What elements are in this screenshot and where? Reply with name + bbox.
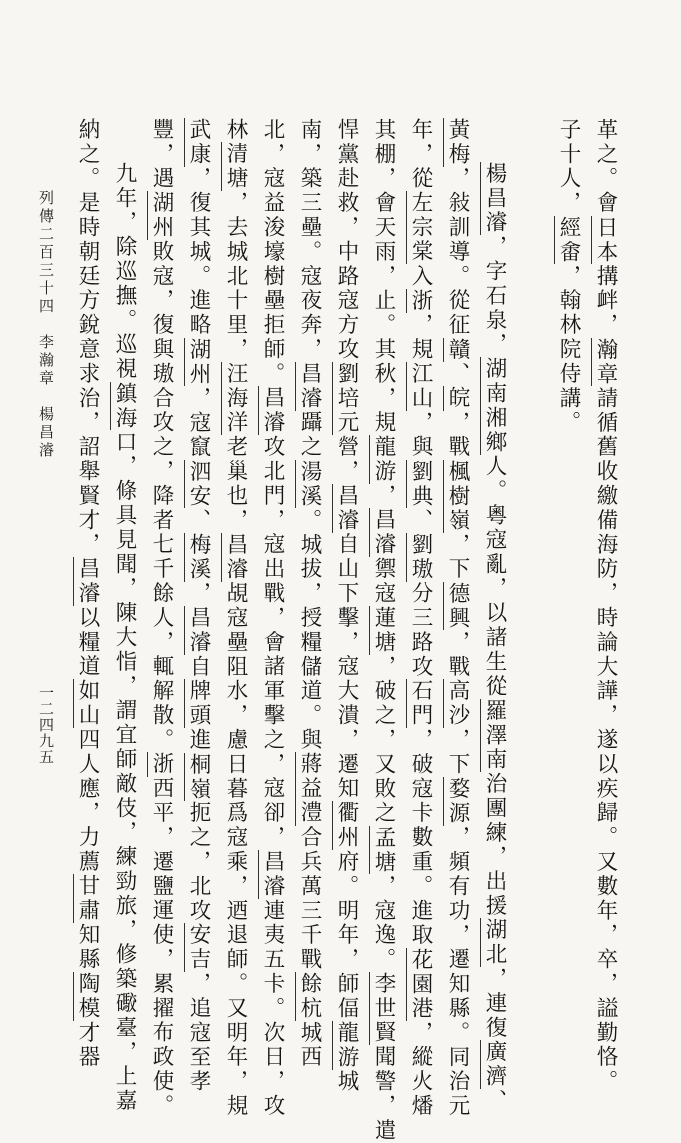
proper-name: 泗安 xyxy=(186,459,211,509)
proper-name: 昌濬 xyxy=(223,532,248,582)
proper-name: 湖南 xyxy=(482,357,507,407)
proper-name: 安吉 xyxy=(186,923,211,973)
proper-name: 婺源 xyxy=(445,776,470,826)
proper-name: 楓樹嶺 xyxy=(445,459,470,533)
text-column-8: 悍黨赴救，中路寇方攻劉培元營，昌濬自山下擊，寇大潰，遷知衢州府。明年，師偪龍游城 xyxy=(334,118,359,1095)
proper-name: 李世賢 xyxy=(371,972,396,1046)
proper-name: 昌濬 xyxy=(297,362,322,411)
proper-name: 羅澤南 xyxy=(482,698,507,773)
proper-name: 楊昌濬 xyxy=(482,162,507,236)
proper-name: 蔣益澧 xyxy=(297,752,322,826)
proper-name: 清塘 xyxy=(223,142,248,192)
running-head: 列傳二百三十四 李瀚章 楊昌濬 xyxy=(37,190,55,460)
proper-name: 劉璈 xyxy=(408,532,433,582)
proper-name: 梅溪 xyxy=(186,532,211,582)
proper-name: 高沙 xyxy=(445,679,470,729)
proper-name: 皖 xyxy=(445,386,470,411)
proper-name: 衢州 xyxy=(334,801,359,851)
proper-name: 孟塘 xyxy=(371,825,396,875)
proper-name: 牌頭 xyxy=(186,679,211,729)
text-column-11: 林清塘，去城北十里，汪海洋老巢也，昌濬覘寇壘阻水，慮日暮爲寇乘，迺退師。又明年，規 xyxy=(223,118,248,1119)
proper-name: 石門 xyxy=(408,679,433,729)
page-number: 一二四九五 xyxy=(37,685,55,765)
proper-name: 湯溪 xyxy=(297,459,322,509)
proper-name: 桐嶺 xyxy=(186,752,211,802)
proper-name: 昌濬 xyxy=(334,484,359,533)
text-column-1: 革之。會日本搆衅，瀚章請循舊收繳備海防，時論大譁，遂以疾歸。又數年，卒，謚勤恪。 xyxy=(593,118,618,1095)
text-column-13: 豐，遇湖州敗寇，復與璈合攻之，降者七千餘人，輒解散。浙西平，遷鹽運使，累擢布政使。 xyxy=(149,118,174,1119)
proper-name: 江山 xyxy=(408,362,433,411)
proper-name: 餘杭 xyxy=(297,972,322,1021)
text-column-10: 北，寇益浚壕樹壘拒師。昌濬攻北門，寇出戰，會諸軍擊之，寇卻，昌濬連夷五卡。次日，攻 xyxy=(260,118,285,1119)
proper-name: 德興 xyxy=(445,581,470,631)
proper-name: 陶模 xyxy=(75,972,100,1021)
proper-name: 昌濬 xyxy=(186,606,211,655)
proper-name: 湘鄉 xyxy=(482,406,507,455)
proper-name: 經畬 xyxy=(556,215,581,265)
proper-name: 昌濬 xyxy=(371,508,396,558)
text-column-12: 武康，復其城。進略湖州，寇竄泗安、梅溪，昌濬自牌頭進桐嶺扼之，北攻安吉，追寇至孝 xyxy=(186,118,211,1095)
proper-name: 蓮塘 xyxy=(371,606,396,655)
proper-name: 黃梅 xyxy=(445,118,470,167)
proper-name: 昌濬 xyxy=(75,557,100,607)
proper-name: 昌濬 xyxy=(260,850,285,899)
proper-name: 浙 xyxy=(149,752,174,777)
proper-name: 龍游 xyxy=(334,1020,359,1070)
proper-name: 武康 xyxy=(186,118,211,167)
text-column-4: 楊昌濬，字石泉，湖南湘鄉人。粵寇亂，以諸生從羅澤南治團練，出援湖北，連復廣濟、 xyxy=(482,162,507,1114)
proper-name: 昌濬 xyxy=(260,386,285,436)
proper-name: 廣濟 xyxy=(482,1040,507,1090)
proper-name: 瀚章 xyxy=(593,337,618,387)
proper-name: 左宗棠 xyxy=(408,191,433,265)
proper-name: 鎮海 xyxy=(112,381,137,431)
text-column-2: 子十人，經畬，翰林院侍講。 xyxy=(556,118,581,436)
proper-name: 劉培元 xyxy=(334,362,359,436)
proper-name: 劉典 xyxy=(408,459,433,509)
text-column-7: 其棚，會天雨，止。其秋，規龍游，昌濬禦寇蓮塘，破之，又敗之孟塘，寇逸。李世賢聞警，遣 xyxy=(371,118,396,1143)
proper-name: 花園港 xyxy=(408,947,433,1021)
text-column-15: 納之。是時朝廷方銳意求治，詔舉賢才，昌濬以糧道如山四人應，力薦甘肅知縣陶模才器 xyxy=(75,118,100,1070)
proper-name: 贛 xyxy=(445,337,470,363)
proper-name: 甘肅 xyxy=(75,874,100,924)
proper-name: 汪海洋 xyxy=(223,362,248,436)
proper-name: 湖北 xyxy=(482,918,507,968)
text-column-14: 九年，除巡撫。巡視鎮海口，條具見聞，陳大恉，謂宜師敵伎，練勁旅，修築礮臺，上嘉 xyxy=(112,162,137,1114)
proper-name: 日本 xyxy=(593,215,618,265)
text-column-6: 年，從左宗棠入浙，規江山，與劉典、劉璈分三路攻石門，破寇卡數重。進取花園港，縱火燔 xyxy=(408,118,433,1119)
proper-name: 浙 xyxy=(408,288,433,314)
proper-name: 龍游 xyxy=(371,435,396,485)
proper-name: 湖州 xyxy=(186,337,211,387)
proper-name: 湖州 xyxy=(149,191,174,241)
proper-name: 如山 xyxy=(75,679,100,729)
text-column-5: 黃梅，敍訓導。從征贛、皖，戰楓樹嶺，下德興，戰高沙，下婺源，頻有功，遷知縣。同治元 xyxy=(445,118,470,1119)
text-column-9: 南，築三壘。寇夜奔，昌濬躡之湯溪。城拔，授糧儲道。與蔣益澧合兵萬三千戰餘杭城西 xyxy=(297,118,322,1070)
